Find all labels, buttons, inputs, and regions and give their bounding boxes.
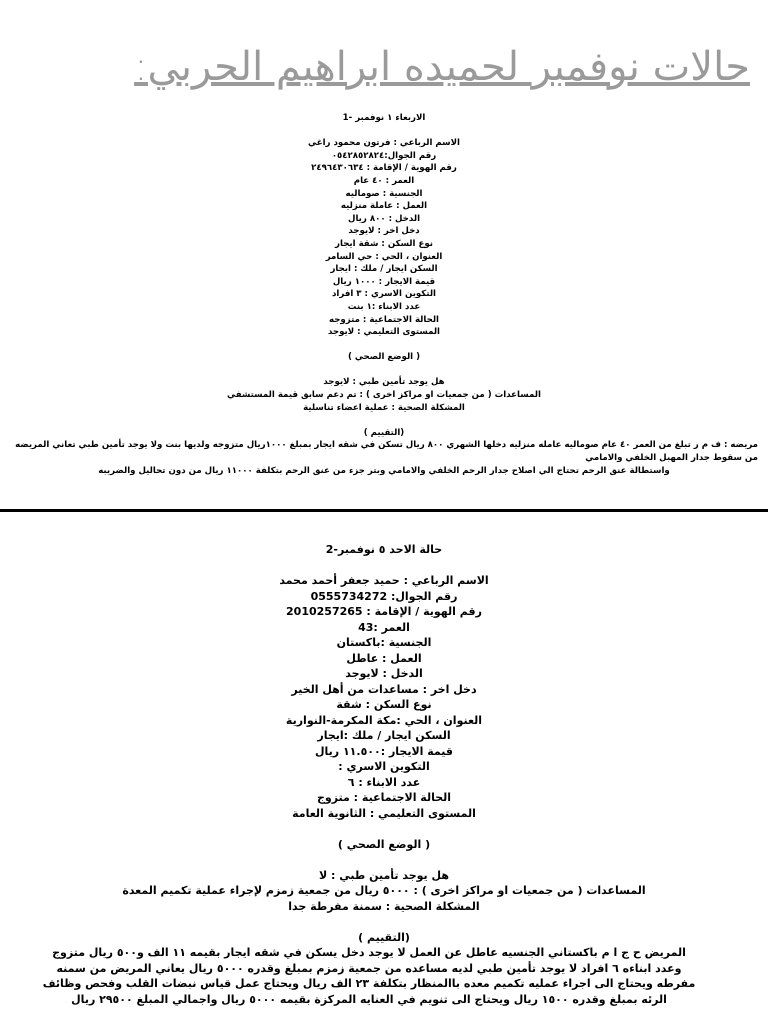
case-1-field: العمل : عاملة منزليه bbox=[340, 201, 428, 212]
case-2-field: رقم الهوية / الإقامة : 2010257265 bbox=[286, 605, 482, 618]
case-2-health-field: هل يوجد تأمين طبي : لا bbox=[319, 868, 449, 882]
case-2-health-field: المشكلة الصحية : سمنة مفرطة جدا bbox=[288, 899, 480, 913]
case-1-section bbox=[0, 112, 768, 477]
case-2-health-heading: ( الوضع الصحي ) bbox=[337, 837, 431, 851]
case-1-field: دخل اخر : لايوجد bbox=[348, 226, 420, 237]
case-1-eval-heading: (التقييم ) bbox=[363, 427, 405, 438]
case-2-field: دخل اخر : مساعدات من أهل الخير bbox=[291, 682, 477, 696]
case-1-field: عدد الابناء :١ بنت bbox=[347, 301, 421, 312]
case-1-eval-text: مريضه : ف م ر تبلغ من العمر ٤٠ عام صوماليه عامله منزليه دخلها الشهري ٨٠٠ ريال تسكن في شقه ايجار بمبلغ ١٠٠٠ريال متزوجه ولديها بنت ولا يوجد تأمين طبي تعاني المريضه من سقوط جدار المهبل الخلفي والامامي bbox=[15, 440, 758, 464]
case-1-eval-text-2: واستطالة عنق الرحم تحتاج الي اصلاح جدار الرحم الخلفي والامامي وبتر جزء من عنق الرحم بتكلفة ١١٠٠٠ ريال من دون تحاليل والضريبه bbox=[98, 465, 670, 476]
case-1-health-heading: ( الوضع الصحي ) bbox=[347, 352, 421, 363]
case-2-eval-heading: (التقييم ) bbox=[358, 930, 410, 944]
case-1-field: العمر : ٤٠ عام bbox=[353, 175, 415, 186]
case-1-field: الاسم الرباعي : فرتون محمود راغي bbox=[308, 138, 460, 149]
case-2-health-field: المساعدات ( من جمعيات او مراكز اخرى ) : ٥٠٠٠ ريال من جمعية زمزم لإجراء عملية تكميم المعدة bbox=[122, 884, 646, 897]
case-1-header: الاربعاء ١ نوفمبر -1 bbox=[342, 113, 426, 123]
case-2-field: الدخل : لايوجد bbox=[345, 667, 423, 680]
page-title: حالات نوفمبر لحميده ابراهيم الحربي: bbox=[134, 44, 750, 90]
case-2-field: الاسم الرباعي : حميد جعفر أحمد محمد bbox=[279, 574, 489, 587]
case-2-field: السكن ايجار / ملك :ايجار bbox=[317, 729, 451, 742]
case-1-field: رقم الجوال:٠٥٤٢٨٥٢٨٢٤ bbox=[331, 150, 437, 161]
case-1-field: المستوى التعليمي : لايوجد bbox=[327, 327, 441, 338]
case-2-eval-text: المريض ح ج ا م باكستاني الجنسيه عاطل عن العمل لا يوجد دخل يسكن في شقه ايجار بقيمه ١١ الف و٥٠٠ ريال متزوج وعدد ابناءه ٦ افراد لا يوجد تأمين طبي لديه مساعده من جمعية زمزم بمبلغ وقدره ٥٠٠٠ ريال يعاني المريض من سمنه مفرطه ويحتاج الى اجراء عمليه تكميم معده باالمنظار بتكلفة ٢٣ الف ريال ويحتاج عمل قياس نبضات القلب وفحص وظائف الرئه بمبلغ وقدره ١٥٠٠ ريال ويحتاج الى تنويم في العنايه المركزة بقيمه ٥٠٠٠ ريال واجمالي المبلغ ٢٩٥٠٠ ريال bbox=[42, 946, 696, 1006]
case-2-field: العنوان ، الحي :مكة المكرمة-النوارية bbox=[285, 713, 483, 727]
case-1-field: السكن ايجار / ملك : ايجار bbox=[330, 264, 438, 275]
case-1-field: الدخل : ٨٠٠ ريال bbox=[347, 213, 421, 224]
case-1-health-field: المساعدات ( من جمعيات او مراكز اخرى ) : تم دعم سابق قيمة المستشفي bbox=[227, 390, 541, 401]
case-1-field: رقم الهوية / الإقامة : ٢٤٩٦٤٣٠٦٣٤ bbox=[311, 163, 457, 174]
case-2-header: حالة الاحد ٥ نوفمبر-2 bbox=[325, 543, 443, 556]
case-1-health-field: هل يوجد تأمين طبي : لايوجد bbox=[323, 377, 445, 388]
case-1-field: العنوان ، الحي : حي السامر bbox=[325, 251, 443, 262]
case-1-field: قيمة الايجار : ١٠٠٠ ريال bbox=[332, 276, 436, 287]
case-2-field: عدد الابناء : ٦ bbox=[347, 775, 421, 789]
case-2-field: التكوين الاسري : bbox=[338, 760, 430, 773]
case-1-field: الحالة الاجتماعية : متزوجه bbox=[329, 314, 439, 325]
case-2-field: المستوى التعليمي : الثانوية العامة bbox=[292, 806, 476, 820]
case-1-field: التكوين الاسري : ٣ افراد bbox=[332, 289, 436, 300]
case-2-field: نوع السكن : شقة bbox=[336, 698, 432, 711]
case-2-field: الحالة الاجتماعية : متزوج bbox=[316, 791, 452, 804]
case-1-health-field: المشكلة الصحية : عملية اعضاء تناسلية bbox=[303, 402, 465, 413]
section-divider bbox=[0, 509, 768, 512]
case-1-field: الجنسية : صوماليه bbox=[345, 188, 423, 199]
case-2-field: الجنسية :باكستان bbox=[336, 636, 432, 649]
case-2-field: قيمة الايجار :١١.٥٠٠ ريال bbox=[315, 744, 453, 758]
case-2-field: العمل : عاطل bbox=[346, 651, 422, 665]
case-1-field: نوع السكن : شقة ايجار bbox=[335, 238, 433, 249]
case-2-section bbox=[0, 542, 768, 1007]
case-2-field: العمر :43 bbox=[358, 620, 410, 634]
case-2-field: رقم الجوال: 0555734272 bbox=[310, 589, 458, 603]
